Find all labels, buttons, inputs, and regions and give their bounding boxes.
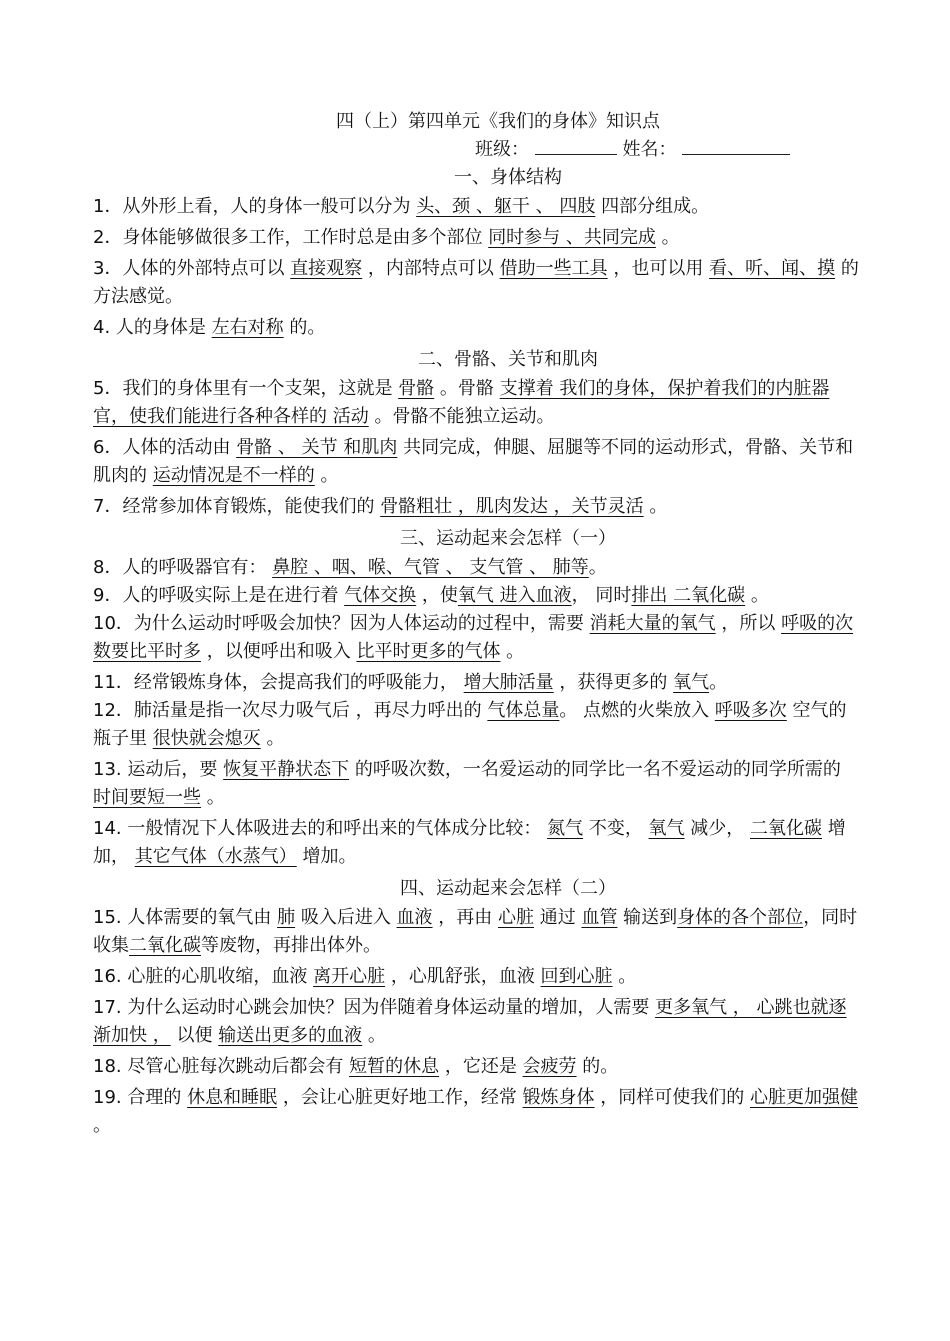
item-text: 以便	[170, 1025, 219, 1046]
item-text: 。	[362, 1025, 386, 1046]
item-number: 5．	[93, 378, 123, 399]
item-text: ，会让心脏更好地工作，经常	[277, 1087, 523, 1108]
item-text: 经常锻炼身体，会提高我们的呼吸能力，	[133, 672, 464, 693]
answer-text: 借助一些工具	[499, 258, 608, 279]
item-text: 人的呼吸器官有：	[122, 557, 273, 578]
answer-text: 消耗大量的氧气	[589, 613, 716, 634]
class-name-line	[93, 136, 863, 163]
answer-text: 排出 二氧化碳	[631, 585, 746, 606]
item-text: 人的身体是	[115, 317, 212, 338]
item-text: 的方法感觉。	[93, 258, 859, 307]
answer-text: 离开心脏	[313, 966, 386, 987]
list-item	[93, 314, 863, 342]
answer-text: 身体的各个部位	[677, 907, 804, 928]
answer-text: 左右对称	[211, 317, 284, 338]
item-text: ，同样可使我们的	[594, 1087, 750, 1108]
item-text: 。 点燃的火柴放入	[559, 700, 715, 721]
item-text: ，使	[416, 585, 458, 606]
item-number: 19.	[93, 1087, 128, 1108]
item-text: ，获得更多的	[553, 672, 674, 693]
item-text: 不变，	[583, 818, 649, 839]
answer-text: 锻炼身体	[522, 1087, 595, 1108]
answer-text: 心脏	[498, 907, 534, 928]
list-item	[93, 493, 863, 521]
list-item	[93, 697, 863, 753]
answer-text: 氧气	[648, 818, 685, 839]
answer-text: 直接观察	[290, 258, 363, 279]
list-item	[93, 669, 863, 697]
answer-text: 气体总量	[487, 700, 560, 721]
item-text: 人体的外部特点可以	[122, 258, 291, 279]
item-text: 。骨骼	[434, 378, 500, 399]
item-text: 。	[709, 672, 728, 693]
list-item	[93, 815, 863, 871]
list-item	[93, 904, 863, 960]
answer-text: 气体交换	[344, 585, 417, 606]
item-text: 合理的	[127, 1087, 188, 1108]
answer-text: 血液	[396, 907, 433, 928]
item-text: 共同完成，伸腿、屈腿等不同的运动形式，骨骼、关节和肌肉的	[93, 437, 854, 486]
answer-text: 二氧化碳	[129, 935, 201, 956]
item-text: 减少，	[684, 818, 750, 839]
class-blank[interactable]	[535, 136, 617, 155]
answer-text: 输送出更多的血液	[218, 1025, 363, 1046]
item-text: ，所以	[715, 613, 782, 634]
item-text: 。	[643, 496, 668, 517]
item-text: 。	[500, 641, 525, 662]
item-text: 为什么运动时心跳会加快？因为伴随着身体运动量的增加，人需要	[127, 997, 656, 1018]
answer-text: 回到心脏	[540, 966, 613, 987]
item-number: 11．	[93, 672, 134, 693]
list-item	[93, 1084, 863, 1140]
item-text: 人体需要的氧气由	[127, 907, 278, 928]
item-number: 17.	[93, 997, 128, 1018]
answer-text: 骨骼粗壮 ，肌肉发达 ，关节灵活	[380, 496, 644, 517]
list-item	[93, 434, 863, 490]
list-item	[93, 582, 863, 610]
item-number: 6．	[93, 437, 123, 458]
name-blank[interactable]	[682, 136, 790, 155]
item-text: 的。	[283, 317, 326, 338]
list-item	[93, 255, 863, 311]
item-number: 7．	[93, 496, 123, 517]
answer-text: 很快就会熄灭	[152, 728, 261, 749]
item-text: ，它还是	[439, 1056, 523, 1077]
answer-text: 短暂的休息	[349, 1056, 440, 1077]
item-text: 输送到	[617, 907, 678, 928]
name-label: 姓名：	[622, 139, 677, 160]
answer-text: 氧气	[673, 672, 710, 693]
answer-text: 运动情况是不一样的	[152, 465, 315, 486]
item-text: 。	[745, 585, 769, 606]
item-text: 空气的瓶子里	[93, 700, 847, 749]
item-text: 经常参加体育锻炼，能使我们的	[122, 496, 381, 517]
item-text: 。	[260, 728, 285, 749]
item-number: 2．	[93, 227, 123, 248]
item-number: 15.	[93, 907, 128, 928]
answer-text: 鼻腔 、咽、喉、气管 、 支气管 、 肺等	[272, 557, 589, 578]
item-text: 增加。	[296, 846, 357, 867]
answer-text: 血管	[581, 907, 618, 928]
answer-text: 看、听、闻、摸	[709, 258, 836, 279]
list-item	[93, 1053, 863, 1081]
section-heading: 三、运动起来会怎样（一）	[400, 528, 616, 549]
item-text: ，也可以用	[607, 258, 710, 279]
item-text: 。	[93, 1115, 111, 1136]
item-text: 的。	[576, 1056, 619, 1077]
item-number: 13.	[93, 759, 128, 780]
item-text: 。	[201, 787, 225, 808]
item-text: 四部分组成。	[595, 196, 710, 217]
item-text: 。	[655, 227, 680, 248]
item-text: ，以便呼出和吸入	[201, 641, 357, 662]
item-text: 心脏的心肌收缩，血液	[127, 966, 314, 987]
item-number: 8．	[93, 557, 123, 578]
answer-text: 支撑着 我们的身体，保护着我们的内脏器官，使我们能进行各种各样的 活动	[93, 378, 830, 427]
list-item	[93, 994, 863, 1050]
item-text: 我们的身体里有一个支架，这就是	[122, 378, 399, 399]
item-text: 吸入后进入	[295, 907, 397, 928]
item-number: 9．	[93, 585, 123, 606]
item-text: 。	[588, 557, 607, 578]
answer-text: 骨骼 、 关节 和肌肉	[236, 437, 398, 458]
item-text: ，同时收集	[93, 907, 858, 956]
item-text: 。骨骼不能独立运动。	[368, 406, 555, 427]
item-text: 增加，	[93, 818, 846, 867]
item-number: 14.	[93, 818, 128, 839]
item-text: 从外形上看，人的身体一般可以分为	[122, 196, 417, 217]
answer-text: 氮气	[547, 818, 584, 839]
class-label: 班级：	[475, 139, 529, 160]
item-text: 通过	[534, 907, 582, 928]
item-text: 运动后，要	[127, 759, 224, 780]
list-item	[93, 610, 863, 666]
item-text: 等废物，再排出体外。	[201, 935, 381, 956]
page-title: 四（上）第四单元《我们的身体》知识点	[336, 111, 660, 132]
answer-text: 会疲劳	[522, 1056, 577, 1077]
answer-text: 时间要短一些	[93, 787, 201, 808]
list-item	[93, 963, 863, 991]
item-text: 的呼吸次数，一名爱运动的同学比一名不爱运动的同学所需的	[349, 759, 841, 780]
answer-text: 增大肺活量	[463, 672, 554, 693]
answer-text: 其它气体（水蒸气）	[134, 846, 297, 867]
answer-text: 休息和睡眠	[187, 1087, 278, 1108]
list-item	[93, 756, 863, 812]
item-text: 人的呼吸实际上是在进行着	[122, 585, 345, 606]
item-number: 18.	[93, 1056, 128, 1077]
answer-text: 头、颈 、躯干 、 四肢	[416, 196, 596, 217]
section-heading: 二、骨骼、关节和肌肉	[418, 349, 598, 370]
list-item	[93, 375, 863, 431]
section-heading: 四、运动起来会怎样（二）	[400, 878, 616, 899]
item-text: ，心肌舒张，血液	[385, 966, 541, 987]
answer-text: 恢复平静状态下	[223, 759, 350, 780]
answer-text: 肺	[277, 907, 296, 928]
item-text: 。	[314, 465, 339, 486]
item-number: 16.	[93, 966, 128, 987]
item-number: 10．	[93, 613, 134, 634]
answer-text: 更多氧气 ， 心跳也就逐渐加快 ，	[93, 997, 847, 1046]
answer-text: 同时参与 、共同完成	[488, 227, 656, 248]
item-text: 身体能够做很多工作，工作时总是由多个部位	[122, 227, 489, 248]
list-item	[93, 224, 863, 252]
answer-text: 呼吸多次	[714, 700, 787, 721]
item-text: 为什么运动时呼吸会加快？因为人体运动的过程中，需要	[133, 613, 590, 634]
answer-text: 骨骼	[398, 378, 435, 399]
list-item	[93, 554, 863, 582]
document-content	[93, 108, 863, 1143]
answer-text: 呼吸的次数要比平时多	[93, 613, 854, 662]
answer-text: 氧气 进入血液	[457, 585, 572, 606]
answer-text: 比平时更多的气体	[356, 641, 501, 662]
item-text: ，再由	[432, 907, 498, 928]
item-text: 一般情况下人体吸进去的和呼出来的气体成分比较：	[127, 818, 548, 839]
item-text: 。	[612, 966, 637, 987]
item-text: 肺活量是指一次尽力吸气后 ，再尽力呼出的	[133, 700, 488, 721]
item-number: 4.	[93, 317, 116, 338]
section-heading: 一、身体结构	[454, 167, 562, 188]
item-number: 12．	[93, 700, 134, 721]
answer-text: 二氧化碳	[750, 818, 822, 839]
item-number: 3．	[93, 258, 123, 279]
item-text: 人体的活动由	[122, 437, 237, 458]
item-text: ， 同时	[571, 585, 632, 606]
list-item	[93, 193, 863, 221]
item-text: 尽管心脏每次跳动后都会有	[127, 1056, 350, 1077]
answer-text: 心脏更加强健	[750, 1087, 858, 1108]
item-number: 1．	[93, 196, 123, 217]
item-text: ，内部特点可以	[362, 258, 500, 279]
